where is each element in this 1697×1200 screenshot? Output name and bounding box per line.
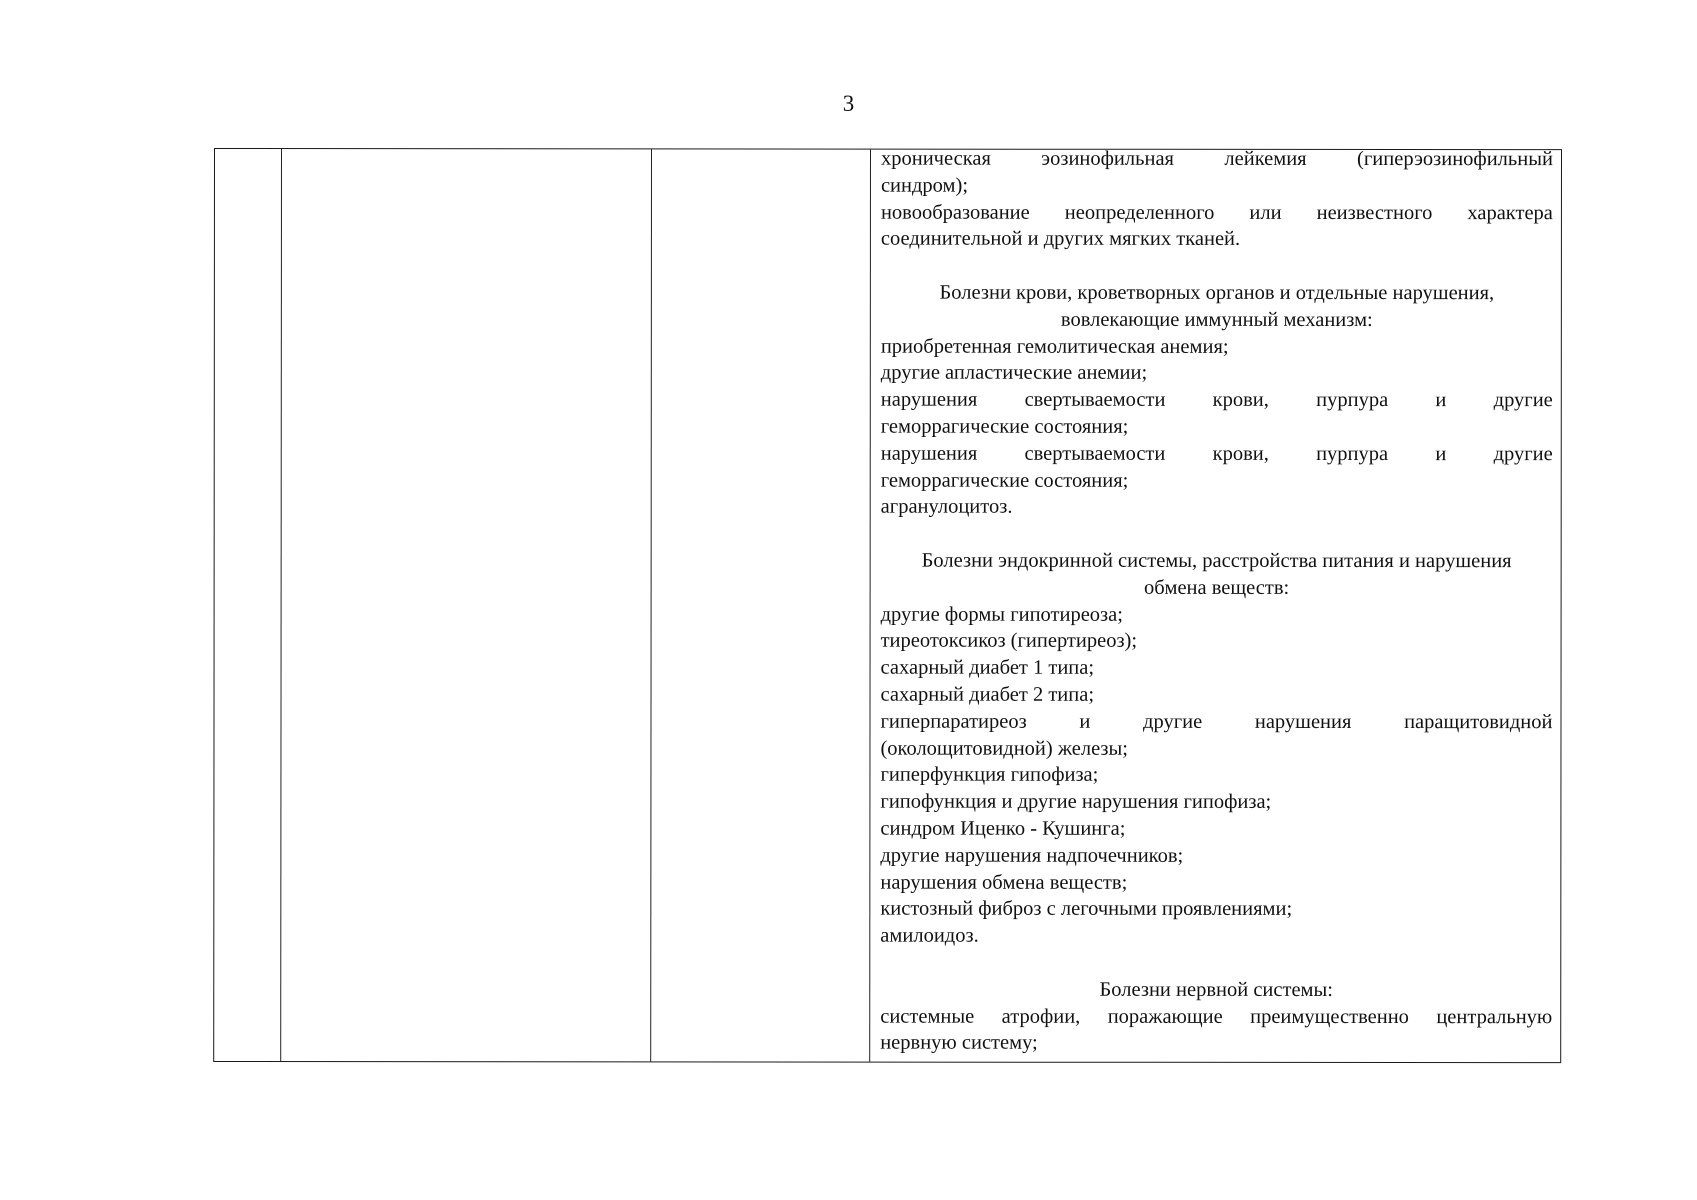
word: преимущественно [1250,1005,1409,1028]
word: и [1435,389,1447,412]
list-item [881,387,1553,414]
word: пурпура [1316,389,1389,412]
list-line [881,146,1553,173]
word: поражающие [1107,1005,1223,1028]
word: и [1435,442,1447,465]
word: атрофии, [1001,1005,1081,1028]
column-divider-3 [869,150,871,1062]
word: системные [880,1005,975,1028]
word: и [1079,710,1091,733]
word: свертываемости [1024,442,1166,465]
list-line [881,199,1553,226]
column-divider-1 [280,149,282,1061]
blank-line [881,253,1553,280]
list-item: сахарный диабет 1 типа; [880,656,1095,679]
list-line: геморрагические состояния; [880,415,1129,438]
list-item: сахарный диабет 2 типа; [880,683,1095,706]
disease-list-cell [880,146,1553,1058]
list-line: соединительной и других мягких тканей. [880,227,1241,251]
list-item: гипофункция и другие нарушения гипофиза; [880,790,1272,814]
word: паращитовидной [1404,710,1553,733]
word: новообразование [880,201,1030,224]
word: центральную [1436,1005,1553,1028]
word: характера [1467,201,1553,224]
list-item: агранулоцитоз. [880,495,1013,519]
document-table [213,148,1562,1063]
list-line: (околощитовидной) железы; [880,737,1129,760]
word: другие [1493,389,1553,412]
list-item: амилоидоз. [880,924,979,947]
word: гиперпаратиреоз [880,710,1027,733]
section-heading: Болезни эндокринной системы, расстройства питания и нарушения [921,549,1512,573]
word: или [1249,201,1282,224]
column-divider-2 [650,149,652,1061]
list-line: геморрагические состояния; [880,469,1129,492]
list-item: другие формы гипотиреоза; [880,603,1123,626]
word: пурпура [1316,442,1389,465]
word: хроническая [880,147,991,170]
page-number: 3 [842,91,855,116]
list-item: гиперфункция гипофиза; [880,763,1099,787]
word: нарушения [880,388,978,411]
word: неопределенного [1064,201,1215,224]
list-item: другие апластические анемии; [880,361,1148,385]
list-item: нарушения обмена веществ; [880,871,1128,894]
list-line: нервную систему; [880,1031,1038,1055]
word: свертываемости [1024,388,1166,412]
list-item [880,1003,1552,1030]
list-item: тиреотоксикоз (гипертиреоз); [880,629,1138,653]
word: нарушения [880,442,978,465]
list-item [881,440,1553,467]
section-heading: обмена веществ: [1143,576,1290,599]
blank-line [881,521,1553,548]
word: нарушения [1254,710,1352,733]
word: другие [1143,710,1203,733]
word: крови, [1212,442,1269,465]
list-item [880,708,1552,735]
section-heading: Болезни крови, кроветворных органов и отдельные нарушения, [939,281,1495,305]
section-heading: вовлекающие иммунный механизм: [1060,308,1373,331]
list-item: синдром Иценко - Кушинга; [880,817,1126,840]
word: крови, [1212,389,1269,412]
word: неизвестного [1316,201,1433,224]
word: другие [1493,442,1553,465]
word: (гиперэозинофильный [1357,147,1553,171]
blank-line [880,949,1552,976]
section-heading: Болезни нервной системы: [1099,978,1334,1001]
list-item: приобретенная гемолитическая анемия; [880,335,1229,358]
word: лейкемия [1224,147,1307,170]
list-item: другие нарушения надпочечников; [880,844,1184,867]
list-line: синдром); [880,174,969,197]
list-item: кистозный фиброз с легочными проявлениями; [880,897,1293,921]
word: эозинофильная [1041,147,1174,170]
